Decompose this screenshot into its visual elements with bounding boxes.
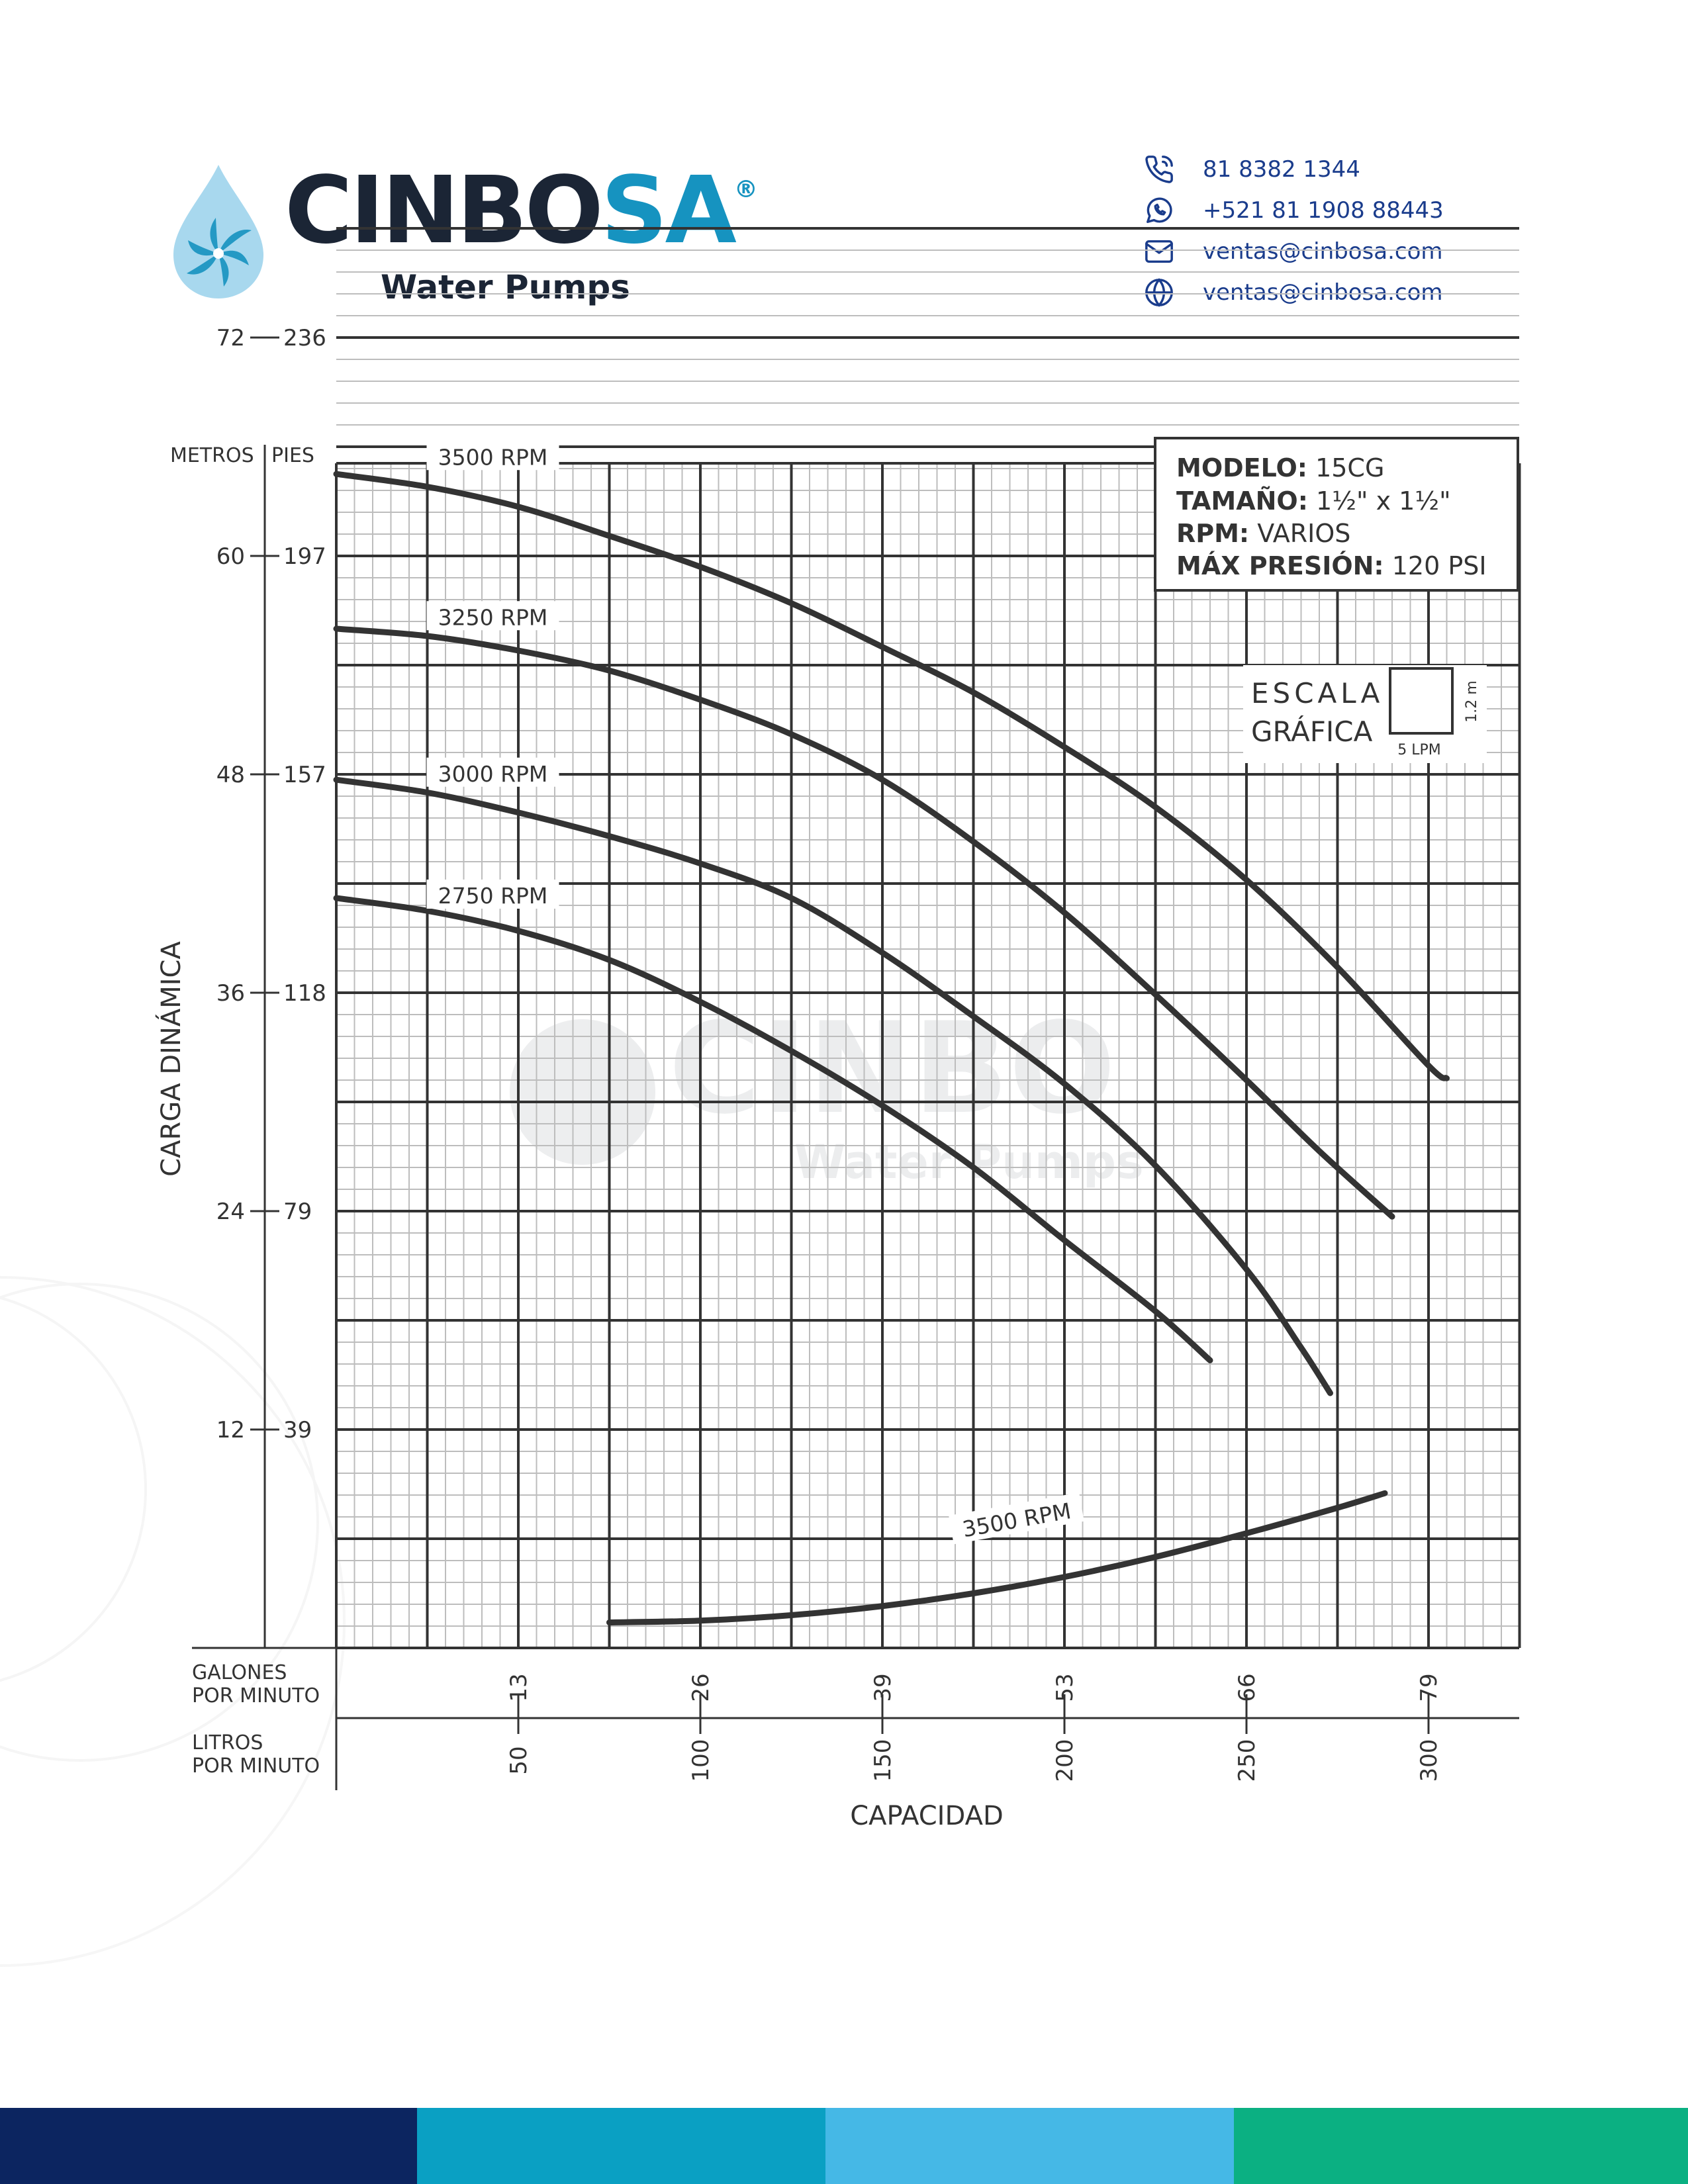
- x-tick-label-lpm: 200: [1052, 1739, 1078, 1782]
- scale-legend-width: 5 LPM: [1397, 742, 1441, 758]
- footer-color-bar: [0, 2108, 1688, 2184]
- curve-label: [427, 880, 559, 909]
- svg-text:CINBO: CINBO: [669, 995, 1116, 1142]
- spec-rpm-label: RPM:: [1176, 519, 1250, 548]
- y-tick-label-feet: 197: [283, 543, 326, 570]
- x-tick-label-lpm: 300: [1416, 1739, 1442, 1782]
- spec-rpm-value: VARIOS: [1257, 519, 1351, 548]
- x-row-gpm-line1: GALONES: [192, 1661, 287, 1684]
- footer-color-segment: [417, 2108, 825, 2184]
- spec-model-label: MODELO:: [1176, 453, 1307, 482]
- y-tick-label-meters: 36: [216, 980, 245, 1007]
- y-tick-label-meters: 60: [216, 543, 245, 570]
- y-tick-label-feet: 157: [283, 762, 326, 788]
- contact-phone-text: 81 8382 1344: [1203, 156, 1360, 183]
- svg-text:MODELO: 15CG: [1176, 453, 1384, 482]
- x-tick-label-lpm: 150: [870, 1739, 896, 1782]
- footer-color-segment: [1234, 2108, 1688, 2184]
- x-tick-label-lpm: 50: [506, 1746, 532, 1775]
- y-tick-label-meters: 48: [216, 762, 245, 788]
- curve-label-text: 3500 RPM: [438, 444, 548, 471]
- spec-model-value: 15CG: [1315, 453, 1385, 482]
- curve-label-text: 3250 RPM: [438, 604, 548, 631]
- curve-label: [427, 601, 559, 630]
- y-tick-label-feet: 236: [283, 325, 326, 351]
- y-tick-label-meters: 24: [216, 1199, 245, 1225]
- x-row-lpm-line1: LITROS: [192, 1731, 263, 1754]
- y-axis-label: CARGA DINÁMICA: [156, 941, 187, 1177]
- brand-name: CINBOSA®: [285, 157, 755, 265]
- contact-whatsapp-text: +521 81 1908 88443: [1203, 197, 1444, 224]
- svg-text:TAMAÑO: 1½" x 1½": [1176, 486, 1451, 516]
- spec-size-value: 1½" x 1½": [1316, 486, 1451, 516]
- scale-legend-square: [1390, 668, 1452, 733]
- y-tick-labels: [216, 325, 326, 1443]
- x-tick-label-gpm: 39: [870, 1673, 896, 1702]
- x-tick-label-gpm: 79: [1416, 1673, 1442, 1702]
- scale-legend: [1243, 665, 1487, 763]
- svg-text:MÁX PRESIÓN: 120 PSI: [1176, 551, 1487, 580]
- y-unit-meters: METROS: [170, 444, 254, 467]
- curve-label-text: 3500 RPM: [960, 1498, 1073, 1543]
- spec-box: [1155, 438, 1518, 590]
- x-tick-labels: [506, 1673, 1442, 1782]
- contact-email-text: ventas@cinbosa.com: [1203, 238, 1443, 265]
- spec-pressure-label: MÁX PRESIÓN:: [1176, 551, 1384, 580]
- footer-color-segment: [0, 2108, 417, 2184]
- svg-text:RPM: VARIOS: [1176, 519, 1350, 548]
- y-tick-label-meters: 72: [216, 325, 245, 351]
- x-axis-label: CAPACIDAD: [850, 1801, 1004, 1831]
- spec-size-label: TAMAÑO:: [1176, 486, 1308, 516]
- x-tick-label-gpm: 66: [1234, 1673, 1260, 1702]
- x-tick-label-gpm: 13: [506, 1673, 532, 1702]
- curve-label: [427, 441, 559, 470]
- x-tick-label-gpm: 26: [688, 1673, 714, 1702]
- spec-pressure-value: 120 PSI: [1391, 551, 1487, 580]
- y-tick-label-feet: 39: [283, 1417, 312, 1443]
- brand-tagline: Water Pumps: [381, 268, 630, 306]
- y-unit-feet: PIES: [271, 444, 314, 467]
- scale-legend-height: 1.2 m: [1464, 680, 1480, 723]
- y-tick-label-feet: 79: [283, 1199, 312, 1225]
- y-tick-label-meters: 12: [216, 1417, 245, 1443]
- x-row-gpm-line2: POR MINUTO: [192, 1684, 320, 1707]
- x-tick-label-lpm: 100: [688, 1739, 714, 1782]
- y-tick-label-feet: 118: [283, 980, 326, 1007]
- scale-legend-line2: GRÁFICA: [1251, 715, 1373, 748]
- curve-label: [427, 758, 559, 787]
- contact-web-text: ventas@cinbosa.com: [1203, 279, 1443, 306]
- x-tick-label-gpm: 53: [1052, 1673, 1078, 1702]
- svg-text:Water Pumps: Water Pumps: [794, 1135, 1144, 1189]
- curve-label-text: 2750 RPM: [438, 883, 548, 909]
- footer-color-segment: [825, 2108, 1234, 2184]
- x-tick-label-lpm: 250: [1234, 1739, 1260, 1782]
- scale-legend-line1: ESCALA: [1251, 677, 1384, 709]
- curve-label-text: 3000 RPM: [438, 760, 548, 787]
- x-row-lpm-line2: POR MINUTO: [192, 1754, 320, 1778]
